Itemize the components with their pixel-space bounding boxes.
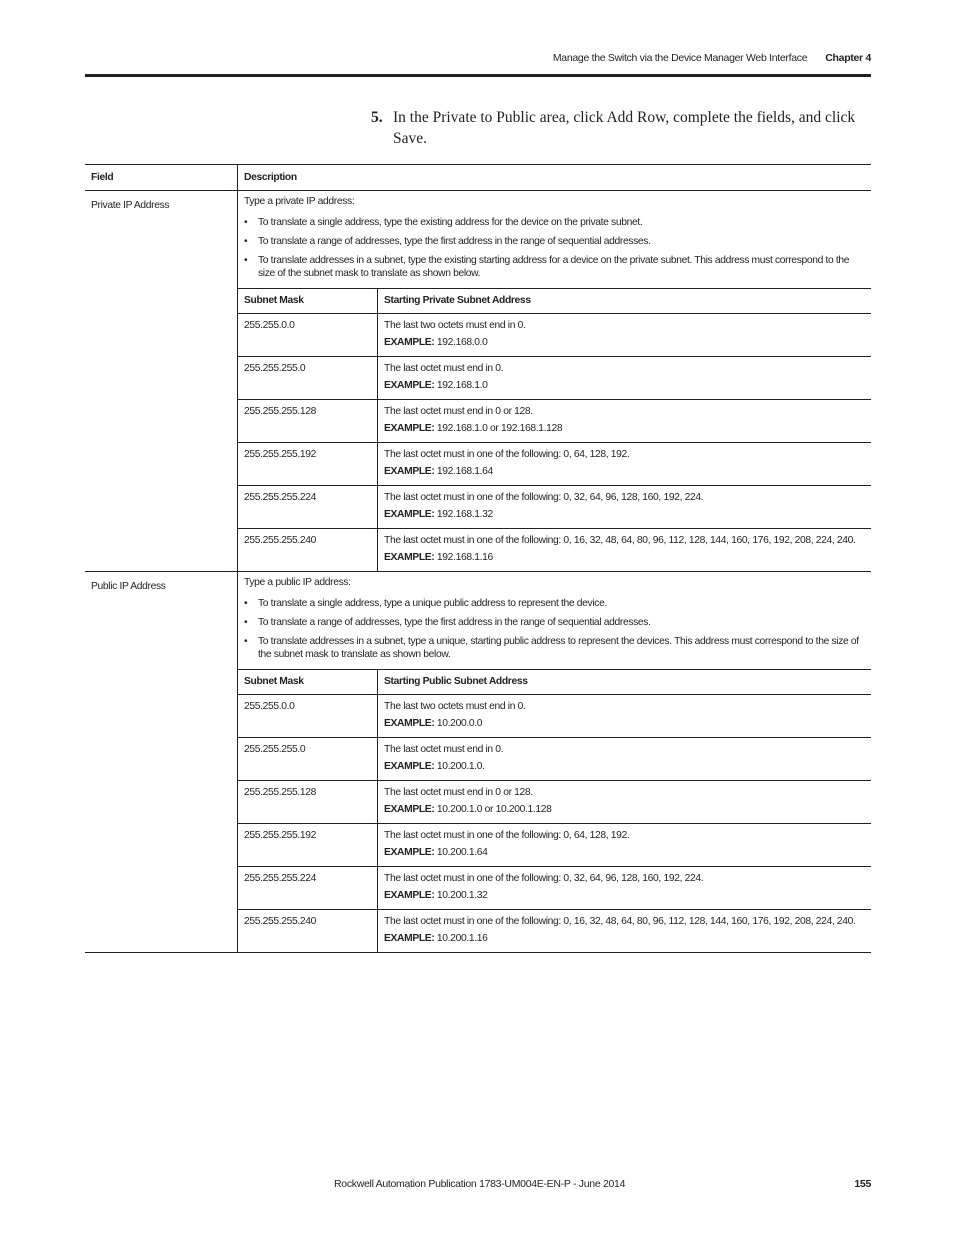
- example-label: EXAMPLE:: [384, 552, 435, 563]
- subnet-row: [238, 738, 871, 781]
- example-address: 192.168.1.32: [436, 509, 493, 520]
- example-label: EXAMPLE:: [384, 718, 435, 729]
- field-name-cell: Private IP Address: [85, 191, 238, 572]
- example-line: [384, 803, 865, 816]
- example-label: EXAMPLE:: [384, 804, 435, 815]
- example-line: [384, 336, 865, 349]
- subnet-row: [238, 400, 871, 443]
- starting-address-cell: [378, 738, 872, 781]
- starting-address-cell: [378, 400, 872, 443]
- subnet-mask-value: 255.255.255.240: [238, 529, 378, 572]
- example-line: [384, 422, 865, 435]
- example-address: 10.200.1.16: [436, 933, 488, 944]
- subnet-row: [238, 910, 871, 953]
- table-row: [85, 191, 871, 572]
- step-text: In the Private to Public area, click Add Row, complete the fields, and click Save.: [393, 109, 856, 147]
- example-line: [384, 465, 865, 478]
- starting-address-cell: [378, 910, 872, 953]
- example-label: EXAMPLE:: [384, 509, 435, 520]
- subnet-mask-value: 255.255.255.128: [238, 400, 378, 443]
- subnet-mask-table: [238, 288, 871, 571]
- running-header: [85, 52, 871, 69]
- subnet-mask-value: 255.255.255.224: [238, 867, 378, 910]
- example-label: EXAMPLE:: [384, 423, 435, 434]
- header-rule: [85, 74, 871, 77]
- example-address: 10.200.1.0 or 10.200.1.128: [436, 804, 552, 815]
- subnet-row: [238, 695, 871, 738]
- subnet-mask-value: 255.255.255.0: [238, 357, 378, 400]
- subnet-row: [238, 781, 871, 824]
- example-line: [384, 551, 865, 564]
- subnet-header-row: [238, 670, 871, 695]
- subnet-mask-value: 255.255.255.0: [238, 738, 378, 781]
- example-line: [384, 508, 865, 521]
- octet-rule-text: The last two octets must end in 0.: [384, 701, 526, 712]
- table-row: [85, 572, 871, 953]
- octet-rule-text: The last octet must in one of the following: 0, 64, 128, 192.: [384, 830, 630, 841]
- starting-address-cell: [378, 529, 872, 572]
- example-line: [384, 889, 865, 902]
- example-label: EXAMPLE:: [384, 761, 435, 772]
- subnet-mask-value: 255.255.0.0: [238, 695, 378, 738]
- step-instruction: [371, 107, 871, 149]
- column-header-field: Field: [85, 165, 238, 191]
- footer-publication: Rockwell Automation Publication 1783-UM004E-EN-P - June 2014: [334, 1178, 626, 1190]
- bullet-item: • To translate a single address, type the existing address for the device on the private subnet.: [258, 216, 865, 229]
- subnet-mask-table: [238, 669, 871, 952]
- example-address: 192.168.1.64: [436, 466, 493, 477]
- octet-rule-text: The last octet must in one of the following: 0, 16, 32, 48, 64, 80, 96, 112, 128, 144, 160, 176, 192, 208, 224, 240.: [384, 535, 856, 546]
- starting-address-cell: [378, 824, 872, 867]
- description-cell: [238, 191, 872, 572]
- example-label: EXAMPLE:: [384, 380, 435, 391]
- subnet-mask-value: 255.255.255.128: [238, 781, 378, 824]
- starting-address-cell: [378, 486, 872, 529]
- example-line: [384, 760, 865, 773]
- starting-address-cell: [378, 443, 872, 486]
- octet-rule-text: The last octet must end in 0 or 128.: [384, 406, 533, 417]
- example-label: EXAMPLE:: [384, 466, 435, 477]
- octet-rule-text: The last octet must end in 0 or 128.: [384, 787, 533, 798]
- page-number: 155: [854, 1178, 871, 1190]
- field-description-table: [85, 164, 871, 953]
- octet-rule-text: The last octet must in one of the following: 0, 16, 32, 48, 64, 80, 96, 112, 128, 144, 160, 176, 192, 208, 224, 240.: [384, 916, 856, 927]
- example-label: EXAMPLE:: [384, 337, 435, 348]
- example-label: EXAMPLE:: [384, 933, 435, 944]
- example-address: 10.200.0.0: [436, 718, 483, 729]
- table-header-row: [85, 165, 871, 191]
- example-line: [384, 379, 865, 392]
- description-intro: Type a public IP address:: [244, 577, 351, 588]
- table-body: [85, 191, 871, 953]
- octet-rule-text: The last two octets must end in 0.: [384, 320, 526, 331]
- example-address: 192.168.1.0 or 192.168.1.128: [436, 423, 563, 434]
- subnet-row: [238, 314, 871, 357]
- starting-address-cell: [378, 314, 872, 357]
- subnet-header-row: [238, 289, 871, 314]
- bullet-list: [238, 216, 871, 280]
- example-line: [384, 846, 865, 859]
- bullet-item: • To translate a range of addresses, type the first address in the range of sequential addresses.: [258, 616, 865, 629]
- octet-rule-text: The last octet must end in 0.: [384, 744, 504, 755]
- subnet-mask-value: 255.255.255.224: [238, 486, 378, 529]
- subnet-mask-header: Subnet Mask: [238, 289, 378, 314]
- description-cell: [238, 572, 872, 953]
- starting-address-cell: [378, 357, 872, 400]
- example-address: 192.168.1.0: [436, 380, 488, 391]
- subnet-row: [238, 867, 871, 910]
- octet-rule-text: The last octet must in one of the following: 0, 64, 128, 192.: [384, 449, 630, 460]
- step-number: 5.: [371, 109, 383, 126]
- field-name-cell: Public IP Address: [85, 572, 238, 953]
- starting-address-header: Starting Public Subnet Address: [378, 670, 872, 695]
- example-line: [384, 932, 865, 945]
- header-title: Manage the Switch via the Device Manager Web Interface: [552, 52, 808, 64]
- subnet-row: [238, 824, 871, 867]
- subnet-mask-value: 255.255.255.192: [238, 824, 378, 867]
- octet-rule-text: The last octet must in one of the following: 0, 32, 64, 96, 128, 160, 192, 224.: [384, 492, 704, 503]
- header-chapter: Chapter 4: [825, 52, 871, 64]
- starting-address-cell: [378, 867, 872, 910]
- subnet-row: [238, 529, 871, 572]
- octet-rule-text: The last octet must end in 0.: [384, 363, 504, 374]
- example-label: EXAMPLE:: [384, 847, 435, 858]
- bullet-item: • To translate a range of addresses, type the first address in the range of sequential addresses.: [258, 235, 865, 248]
- bullet-item: • To translate addresses in a subnet, type the existing starting address for a device on the private subnet. This address must correspond to the size of the subnet mask to translate as shown below.: [258, 254, 865, 280]
- subnet-mask-value: 255.255.255.192: [238, 443, 378, 486]
- octet-rule-text: The last octet must in one of the following: 0, 32, 64, 96, 128, 160, 192, 224.: [384, 873, 704, 884]
- example-address: 192.168.0.0: [436, 337, 488, 348]
- subnet-mask-value: 255.255.255.240: [238, 910, 378, 953]
- example-line: [384, 717, 865, 730]
- example-address: 10.200.1.64: [436, 847, 488, 858]
- subnet-mask-header: Subnet Mask: [238, 670, 378, 695]
- subnet-row: [238, 486, 871, 529]
- starting-address-cell: [378, 781, 872, 824]
- starting-address-header: Starting Private Subnet Address: [378, 289, 872, 314]
- subnet-mask-value: 255.255.0.0: [238, 314, 378, 357]
- example-address: 192.168.1.16: [436, 552, 493, 563]
- bullet-list: [238, 597, 871, 661]
- example-address: 10.200.1.32: [436, 890, 488, 901]
- column-header-description: Description: [238, 165, 872, 191]
- bullet-item: • To translate addresses in a subnet, type a unique, starting public address to represent the devices. This address must correspond to the size of the subnet mask to translate as shown below.: [258, 635, 865, 661]
- example-address: 10.200.1.0.: [436, 761, 485, 772]
- example-label: EXAMPLE:: [384, 890, 435, 901]
- subnet-row: [238, 443, 871, 486]
- bullet-item: • To translate a single address, type a unique public address to represent the device.: [258, 597, 865, 610]
- starting-address-cell: [378, 695, 872, 738]
- subnet-row: [238, 357, 871, 400]
- description-intro: Type a private IP address:: [244, 196, 355, 207]
